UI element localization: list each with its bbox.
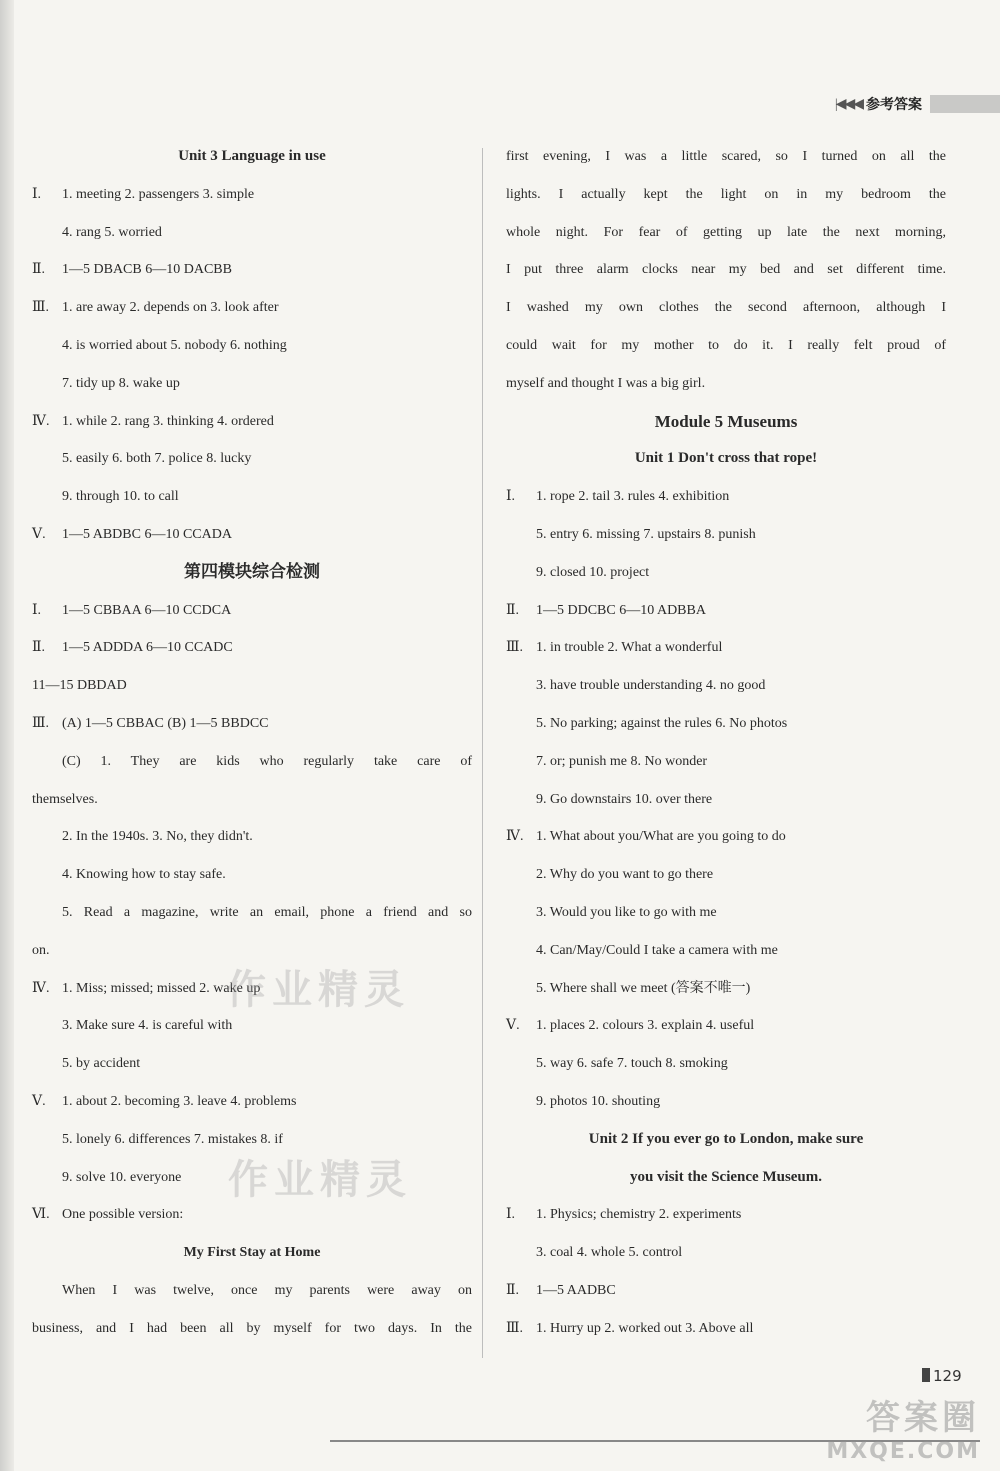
page-edge-shadow xyxy=(0,0,14,1471)
answer-line: Ⅵ. One possible version: xyxy=(32,1207,184,1223)
answer-line: Ⅴ. 1. places 2. colours 3. explain 4. useful xyxy=(506,1018,755,1034)
answer-line: Ⅲ. 1. in trouble 2. What a wonderful xyxy=(506,640,723,656)
answer-line: 2. Why do you want to go there xyxy=(536,867,714,883)
unit2-title: Unit 2 If you ever go to London, make sure xyxy=(588,1130,864,1147)
essay-line: myself and thought I was a big girl. xyxy=(506,375,706,391)
answer-line: Ⅱ. 1—5 DDCBC 6—10 ADBBA xyxy=(506,602,706,618)
header-title: 参考答案 xyxy=(866,97,922,113)
answer-line: 3. coal 4. whole 5. control xyxy=(536,1245,683,1261)
answer-line: 5. Where shall we meet (答案不唯一) xyxy=(536,980,751,996)
answer-line: Ⅱ. 1—5 ADDDA 6—10 CCADC xyxy=(32,640,233,656)
answer-line: Ⅳ. 1. while 2. rang 3. thinking 4. ordered xyxy=(32,413,274,429)
review-title: 第四模块综合检测 xyxy=(184,561,320,582)
answer-line: 5. entry 6. missing 7. upstairs 8. punish xyxy=(536,526,756,542)
module5-title: Module 5 Museums xyxy=(654,411,798,431)
answer-line: Ⅰ. 1. rope 2. tail 3. rules 4. exhibition xyxy=(506,489,730,505)
essay-line: could wait for my mother to do it. I really felt proud of xyxy=(506,337,946,353)
answer-line: 5. way 6. safe 7. touch 8. smoking xyxy=(536,1056,728,1072)
answer-line: 3. Make sure 4. is careful with xyxy=(62,1018,233,1034)
header-bar xyxy=(930,95,1000,113)
answer-line: 7. tidy up 8. wake up xyxy=(62,375,180,391)
site-watermark-cn: 答案圈 xyxy=(866,1398,980,1438)
essay-line: first evening, I was a little scared, so I turned on all the xyxy=(506,149,946,164)
answer-line: 5. easily 6. both 7. police 8. lucky xyxy=(62,451,252,467)
answer-line: Ⅲ. 1. are away 2. depends on 3. look after xyxy=(32,300,279,316)
answer-line: 5. No parking; against the rules 6. No photos xyxy=(536,715,788,731)
answer-line: 3. have trouble understanding 4. no good xyxy=(536,678,766,694)
answer-line: 2. In the 1940s. 3. No, they didn't. xyxy=(62,829,253,845)
answer-line: 4. rang 5. worried xyxy=(62,224,162,240)
answer-line: Ⅰ. 1. meeting 2. passengers 3. simple xyxy=(32,186,255,202)
answer-line: 4. Can/May/Could I take a camera with me xyxy=(536,942,778,958)
watermark: 作业精灵 xyxy=(226,967,410,1013)
answer-line: 3. Would you like to go with me xyxy=(536,904,717,920)
essay-line: I put three alarm clocks near my bed and set different time. xyxy=(506,262,946,278)
unit2-title-cont: you visit the Science Museum. xyxy=(629,1168,823,1185)
answer-line: 4. is worried about 5. nobody 6. nothing xyxy=(62,337,287,353)
site-watermark-url: MXQE.COM xyxy=(826,1439,980,1464)
answer-line: Ⅴ. 1. about 2. becoming 3. leave 4. problems xyxy=(32,1093,297,1109)
essay-line: I washed my own clothes the second afternoon, although I xyxy=(506,300,946,316)
arrow-icons: |◀◀◀ xyxy=(834,96,862,112)
column-divider xyxy=(482,148,483,1358)
answer-line: Ⅳ. 1. Miss; missed; missed 2. wake up xyxy=(32,980,261,996)
answer-line: Ⅰ. 1—5 CBBAA 6—10 CCDCA xyxy=(32,602,232,618)
page-header xyxy=(835,92,1000,116)
answer-line: Ⅳ. 1. What about you/What are you going to do xyxy=(506,829,786,845)
answer-line: (C) 1. They are kids who regularly take care of xyxy=(62,753,472,769)
answer-line: Ⅱ. 1—5 AADBC xyxy=(506,1282,616,1298)
essay-line: lights. I actually kept the light on in my bedroom the xyxy=(506,186,946,202)
site-watermark xyxy=(826,1390,980,1464)
unit1-title: Unit 1 Don't cross that rope! xyxy=(634,450,818,467)
answer-line: Ⅰ. 1. Physics; chemistry 2. experiments xyxy=(506,1207,742,1223)
answer-line: Ⅴ. 1—5 ABDBC 6—10 CCADA xyxy=(32,526,232,542)
answer-line: 11—15 DBDAD xyxy=(32,678,127,694)
answer-line: 9. closed 10. project xyxy=(536,564,650,580)
essay-title: My First Stay at Home xyxy=(183,1245,321,1261)
essay-line: business, and I had been all by myself for two days. In the xyxy=(32,1320,472,1336)
answer-line: 5. by accident xyxy=(62,1056,141,1072)
answer-line: 9. through 10. to call xyxy=(62,489,179,505)
unit3-title: Unit 3 Language in use xyxy=(178,148,326,164)
answer-line: 7. or; punish me 8. No wonder xyxy=(536,753,708,769)
answer-line: 5. Read a magazine, write an email, phone a friend and so xyxy=(62,904,472,920)
essay-line: When I was twelve, once my parents were away on xyxy=(62,1282,472,1298)
watermark: 作业精灵 xyxy=(228,1157,412,1203)
answer-line: 4. Knowing how to stay safe. xyxy=(62,867,226,883)
answer-line: on. xyxy=(32,942,50,958)
answer-line: 9. Go downstairs 10. over there xyxy=(536,791,713,807)
answer-line: 9. solve 10. everyone xyxy=(62,1169,182,1185)
answer-line: themselves. xyxy=(32,791,98,807)
answer-line: Ⅱ. 1—5 DBACB 6—10 DACBB xyxy=(32,262,232,278)
answer-line: Ⅲ. (A) 1—5 CBBAC (B) 1—5 BBDCC xyxy=(32,715,269,731)
answer-line: 5. lonely 6. differences 7. mistakes 8. if xyxy=(62,1131,283,1147)
answer-line: Ⅲ. 1. Hurry up 2. worked out 3. Above all xyxy=(506,1320,754,1336)
essay-line: whole night. For fear of getting up late the next morning, xyxy=(506,224,946,240)
answer-line: 9. photos 10. shouting xyxy=(536,1093,661,1109)
right-column xyxy=(506,138,946,1348)
page-number: 129 xyxy=(922,1367,962,1385)
